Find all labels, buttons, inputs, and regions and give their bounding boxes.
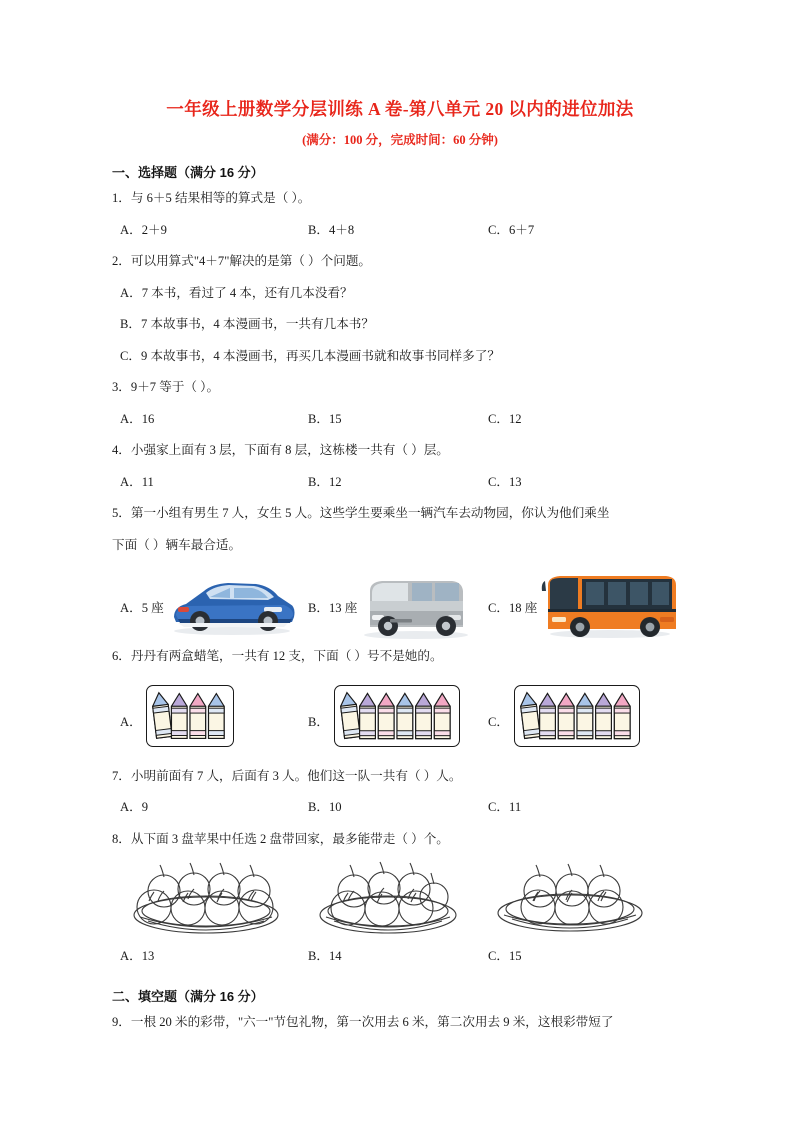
option-a-label: A．5 座 bbox=[120, 601, 164, 615]
option-a[interactable]: A．13 bbox=[120, 949, 155, 963]
question-2-option-b[interactable]: B．7 本故事书，4 本漫画书，一共有几本书？ bbox=[120, 317, 374, 331]
question-7-options bbox=[112, 792, 688, 824]
question-5-options bbox=[112, 569, 688, 641]
question-5-stem-line1: 5．第一小组有男生 7 人，女生 5 人。这些学生要乘坐一辆汽车去动物园，你认为他们乘坐 bbox=[112, 506, 610, 520]
orange-bus-icon bbox=[540, 571, 680, 639]
page-subtitle: (满分：100 分，完成时间：60 分钟) bbox=[302, 133, 498, 147]
question-3-options bbox=[112, 404, 688, 436]
question-5-stem-line2: 下面（ ）辆车最合适。 bbox=[112, 537, 242, 552]
option-b-label: B． bbox=[308, 714, 329, 729]
question-5-option-a[interactable] bbox=[120, 569, 300, 641]
question-3-stem: 3．9＋7 等于（ ）。 bbox=[112, 380, 220, 394]
option-c-label: C． bbox=[488, 714, 509, 729]
page-content bbox=[112, 96, 688, 1038]
option-b[interactable]: B．14 bbox=[308, 949, 342, 963]
option-c[interactable]: C．6＋7 bbox=[488, 222, 535, 237]
question-2-option-c[interactable]: C．9 本故事书，4 本漫画书，再买几本漫画书就和故事书同样多了？ bbox=[120, 348, 500, 363]
option-c[interactable]: C．15 bbox=[488, 949, 522, 963]
question-6-stem: 6．丹丹有两盒蜡笔，一共有 12 支，下面（ ）号不是她的。 bbox=[112, 649, 443, 663]
question-8-illustration bbox=[112, 861, 688, 941]
option-a[interactable]: A．16 bbox=[120, 411, 155, 426]
option-a[interactable]: A．2＋9 bbox=[120, 222, 167, 237]
question-8-options bbox=[112, 941, 688, 973]
blue-sedan-icon bbox=[164, 571, 300, 637]
question-4-options bbox=[112, 467, 688, 499]
question-1-options bbox=[112, 215, 688, 247]
question-9-stem: 9．一根 20 米的彩带，"六一"节包礼物，第一次用去 6 米，第二次用去 9 米，这根彩带短了 bbox=[112, 1014, 614, 1029]
option-c[interactable]: C．11 bbox=[488, 800, 522, 814]
option-c[interactable]: C．12 bbox=[488, 411, 522, 426]
section-heading-fill-blank: 二、填空题（满分 16 分） bbox=[112, 988, 264, 1004]
question-4-stem: 4．小强家上面有 3 层，下面有 8 层，这栋楼一共有（ ）层。 bbox=[112, 443, 449, 457]
option-b-label: B．13 座 bbox=[308, 601, 358, 615]
silver-van-icon bbox=[356, 571, 476, 641]
apple-plate-2 bbox=[308, 861, 468, 939]
question-6-options bbox=[112, 683, 688, 761]
question-1-stem: 1．与 6＋5 结果相等的算式是（ ）。 bbox=[112, 191, 311, 205]
option-b[interactable]: B．4＋8 bbox=[308, 222, 355, 237]
question-8-stem: 8．从下面 3 盘苹果中任选 2 盘带回家，最多能带走（ ）个。 bbox=[112, 831, 449, 846]
option-b[interactable]: B．10 bbox=[308, 800, 342, 814]
option-c-label: C．18 座 bbox=[488, 601, 538, 615]
question-5-option-b[interactable] bbox=[308, 569, 488, 641]
crayon-box-b bbox=[334, 685, 460, 747]
option-a-label: A． bbox=[120, 714, 142, 729]
option-a[interactable]: A．9 bbox=[120, 800, 148, 814]
crayon-box-c bbox=[514, 685, 640, 747]
apple-plate-3 bbox=[488, 861, 653, 939]
page-title: 一年级上册数学分层训练 A 卷-第八单元 20 以内的进位加法 bbox=[166, 99, 634, 119]
option-c[interactable]: C．13 bbox=[488, 474, 522, 489]
option-b[interactable]: B．12 bbox=[308, 474, 342, 489]
question-2-option-a[interactable]: A．7 本书，看过了 4 本，还有几本没看？ bbox=[120, 285, 353, 300]
crayon-box-a bbox=[146, 685, 234, 747]
question-5-option-c[interactable] bbox=[488, 569, 688, 641]
question-7-stem: 7．小明前面有 7 人，后面有 3 人。他们这一队一共有（ ）人。 bbox=[112, 768, 462, 783]
question-2-stem: 2．可以用算式"4＋7"解决的是第（ ）个问题。 bbox=[112, 254, 372, 268]
section-heading-choice: 一、选择题（满分 16 分） bbox=[112, 165, 264, 180]
apple-plate-1 bbox=[126, 861, 286, 939]
option-b[interactable]: B．15 bbox=[308, 411, 342, 426]
option-a[interactable]: A．11 bbox=[120, 474, 154, 489]
